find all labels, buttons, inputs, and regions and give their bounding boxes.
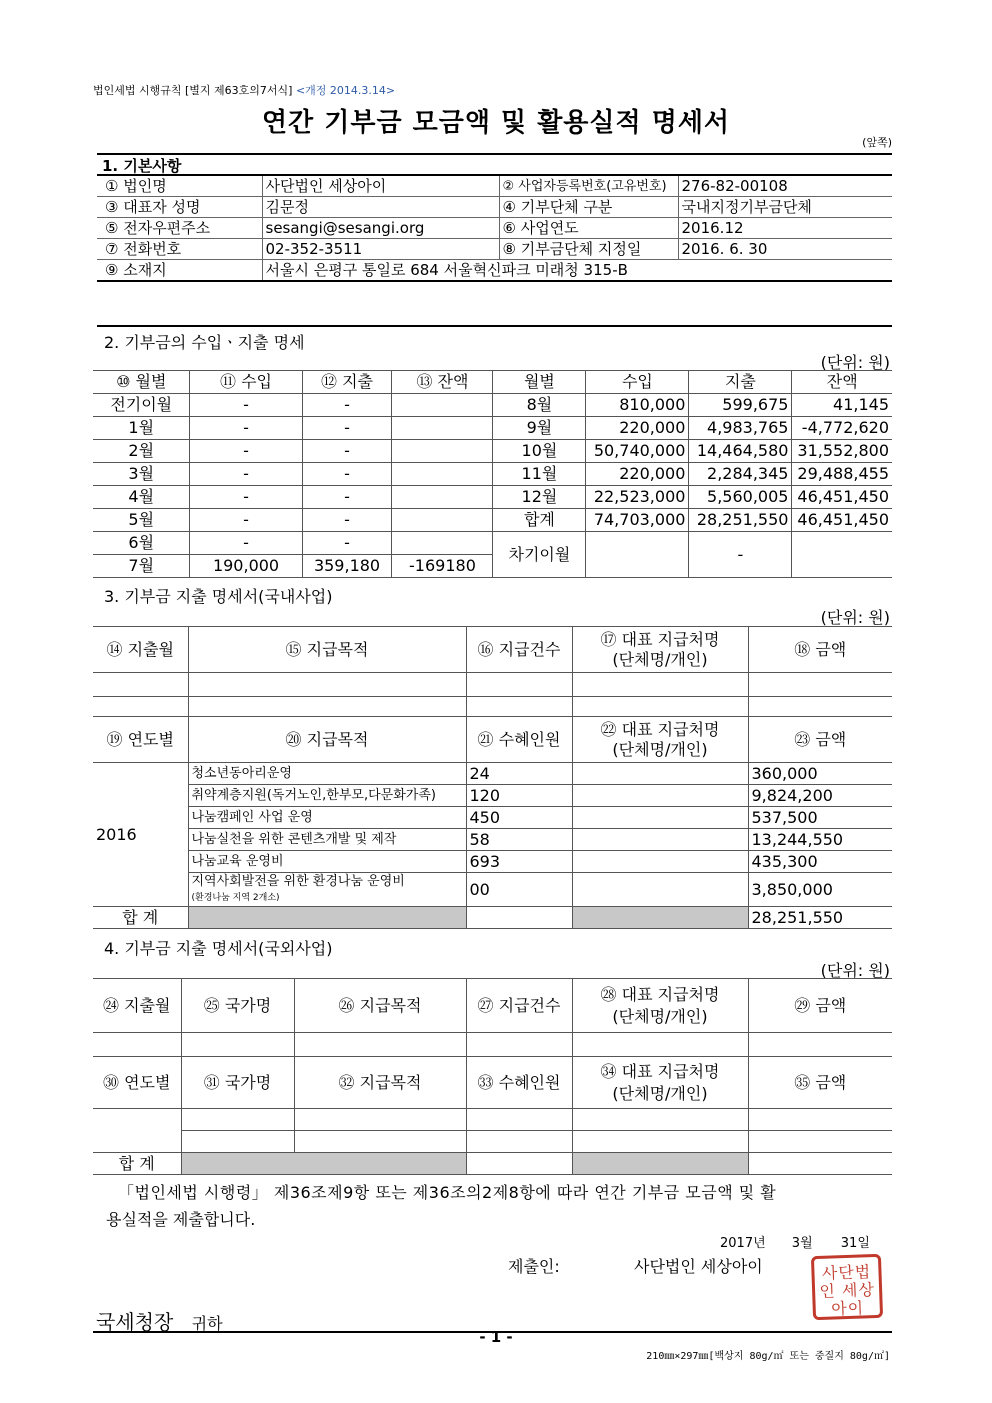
col-recipient: ⑰ 대표 지급처명 (단체명/개인)	[572, 627, 748, 673]
address-value: 서울시 은평구 통일로 684 서울혁신파크 미래청 315-B	[262, 260, 892, 282]
total-label: 합 계	[93, 907, 188, 929]
overseas-header-2	[93, 1057, 892, 1109]
total-gray-cell	[572, 907, 748, 929]
total-label-cell: 합계	[493, 509, 586, 532]
col-month: ⑩ 월별	[93, 371, 190, 394]
email-label: ⑤ 전자우편주소	[97, 218, 262, 239]
total-gray-cell	[188, 907, 466, 929]
submitter-name: 사단법인 세상아이	[634, 1257, 763, 1276]
amount-cell: 9,824,200	[748, 785, 892, 807]
side-label: (앞쪽)	[862, 136, 892, 149]
total-gray-cell	[572, 1153, 748, 1175]
col-balance: ⑬ 잔액	[392, 371, 493, 394]
col-amount: ⑱ 금액	[748, 627, 892, 673]
col-count: ⑯ 지급건수	[466, 627, 572, 673]
designation-date-label: ⑧ 기부금단체 지정일	[499, 239, 678, 260]
corp-name-label: ① 법인명	[97, 175, 262, 197]
month-cell: 전기이월	[93, 394, 190, 417]
purpose-cell: 나눔캠페인 사업 운영	[188, 807, 466, 829]
biz-no-value: 276-82-00108	[678, 175, 892, 197]
expense-cell: 14,464,580	[689, 440, 792, 463]
col-purpose: ⑮ 지급목적	[188, 627, 466, 673]
col-count: ㉗ 지급건수	[466, 979, 572, 1033]
balance-cell: 41,145	[792, 394, 892, 417]
expense-cell: 2,284,345	[689, 463, 792, 486]
month-cell: 1월	[93, 417, 190, 440]
total-count-cell	[466, 1153, 572, 1175]
table-row	[93, 463, 892, 486]
purpose-cell: 취약계층지원(독거노인,한부모,다문화가족)	[188, 785, 466, 807]
table-row	[93, 763, 892, 785]
statement-line-2: 용실적을 제출합니다.	[106, 1210, 256, 1229]
recipient-cell	[572, 763, 748, 785]
carry-over-balance	[792, 532, 892, 578]
expense-cell: -	[302, 417, 392, 440]
count-cell: 450	[466, 807, 572, 829]
recipient-cell	[572, 807, 748, 829]
table-row	[93, 807, 892, 829]
designation-date-value: 2016. 6. 30	[678, 239, 892, 260]
table-row	[93, 697, 892, 717]
submit-date	[720, 1232, 870, 1251]
amount-cell: 3,850,000	[748, 873, 892, 907]
section1-title: 1. 기본사항	[102, 157, 182, 175]
month-cell: 10월	[493, 440, 586, 463]
col-balance-2: 잔액	[792, 371, 892, 394]
fiscal-year-label: ⑥ 사업연도	[499, 218, 678, 239]
col-beneficiaries: ㉑ 수혜인원	[466, 717, 572, 763]
col-country-2: ㉛ 국가명	[181, 1057, 294, 1109]
expense-cell: -	[302, 486, 392, 509]
purpose-cell: 지역사회발전을 위한 환경나눔 운영비 (환경나눔 지역 2개소)	[188, 873, 466, 907]
col-amount: ㉙ 금액	[748, 979, 892, 1033]
col-beneficiaries: ㉝ 수혜인원	[466, 1057, 572, 1109]
month-cell: 11월	[493, 463, 586, 486]
domestic-header-2	[93, 717, 892, 763]
carry-over-label: 차기이월	[493, 532, 586, 578]
overseas-expense-table	[93, 978, 892, 1175]
count-cell: 58	[466, 829, 572, 851]
seal-stamp: 사단법인 세상아이	[811, 1254, 883, 1320]
expense-total-cell: 28,251,550	[689, 509, 792, 532]
table-row	[93, 509, 892, 532]
balance-cell: -169180	[392, 555, 493, 578]
balance-cell: 29,488,455	[792, 463, 892, 486]
law-reference	[93, 82, 395, 98]
month-cell: 2월	[93, 440, 190, 463]
income-expense-table	[93, 370, 892, 578]
month-cell: 7월	[93, 555, 190, 578]
month-cell: 5월	[93, 509, 190, 532]
domestic-expense-table	[93, 626, 892, 929]
expense-cell: 4,983,765	[689, 417, 792, 440]
page-title: 연간 기부금 모금액 및 활용실적 명세서	[261, 108, 731, 138]
date-year: 2017년	[720, 1236, 766, 1251]
balance-total-cell: 46,451,450	[792, 509, 892, 532]
total-count-cell	[466, 907, 572, 929]
phone-label: ⑦ 전화번호	[97, 239, 262, 260]
carry-over-value: -	[689, 532, 792, 578]
income-cell: 220,000	[586, 417, 689, 440]
table-row	[93, 1109, 892, 1131]
section3-unit: (단위: 원)	[820, 608, 890, 627]
fiscal-year-value: 2016.12	[678, 218, 892, 239]
col-spend-month: ⑭ 지출월	[93, 627, 188, 673]
month-cell: 4월	[93, 486, 190, 509]
table-row	[93, 673, 892, 697]
revision-text: <개정 2014.3.14>	[295, 84, 396, 97]
income-cell: -	[190, 394, 302, 417]
col-month-2: 월별	[493, 371, 586, 394]
income-cell: -	[190, 486, 302, 509]
recipient-cell	[572, 829, 748, 851]
col-year: ⑲ 연도별	[93, 717, 188, 763]
phone-value: 02-352-3511	[262, 239, 499, 260]
email-value: sesangi@sesangi.org	[262, 218, 499, 239]
income-expense-header	[93, 371, 892, 394]
col-country: ㉕ 국가명	[181, 979, 294, 1033]
col-recipient-2: ㉒ 대표 지급처명 (단체명/개인)	[572, 717, 748, 763]
expense-cell: -	[302, 509, 392, 532]
col-amount-2: ㉟ 금액	[748, 1057, 892, 1109]
purpose-cell: 나눔교육 운영비	[188, 851, 466, 873]
balance-cell	[392, 509, 493, 532]
date-day: 31일	[840, 1236, 870, 1251]
table-row	[93, 851, 892, 873]
income-cell: 810,000	[586, 394, 689, 417]
address-label: ⑨ 소재지	[97, 260, 262, 282]
amount-cell: 435,300	[748, 851, 892, 873]
page-number: - 1 -	[479, 1328, 513, 1346]
balance-cell	[392, 532, 493, 555]
count-cell: 693	[466, 851, 572, 873]
total-gray-cell	[181, 1153, 466, 1175]
income-cell: -	[190, 417, 302, 440]
amount-cell: 360,000	[748, 763, 892, 785]
statement-line-1: 「법인세법 시행령」 제36조제9항 또는 제36조의2제8항에 따라 연간 기부금 모금액 및 활	[118, 1183, 777, 1202]
income-cell: -	[190, 463, 302, 486]
month-cell: 8월	[493, 394, 586, 417]
expense-cell: -	[302, 440, 392, 463]
balance-cell	[392, 486, 493, 509]
year-cell: 2016	[93, 763, 188, 907]
col-expense-2: 지출	[689, 371, 792, 394]
table-row	[93, 440, 892, 463]
total-label: 합 계	[93, 1153, 181, 1175]
month-cell: 9월	[493, 417, 586, 440]
carry-over-income	[586, 532, 689, 578]
total-amount	[748, 1153, 892, 1175]
overseas-total-row	[93, 1153, 892, 1175]
domestic-total-row	[93, 907, 892, 929]
recipient-name: 국세청장	[96, 1310, 174, 1334]
balance-cell	[392, 463, 493, 486]
col-expense: ⑫ 지출	[302, 371, 392, 394]
col-purpose-2: ⑳ 지급목적	[188, 717, 466, 763]
section4-unit: (단위: 원)	[820, 961, 890, 980]
count-cell: 120	[466, 785, 572, 807]
income-cell: 190,000	[190, 555, 302, 578]
income-cell: 50,740,000	[586, 440, 689, 463]
overseas-header-1	[93, 979, 892, 1033]
table-row	[93, 532, 892, 555]
col-year: ㉚ 연도별	[93, 1057, 181, 1109]
balance-cell	[392, 394, 493, 417]
date-month: 3월	[791, 1236, 813, 1251]
income-cell: -	[190, 509, 302, 532]
count-cell: 00	[466, 873, 572, 907]
table-row	[93, 486, 892, 509]
table-row	[93, 873, 892, 907]
col-purpose-2: ㉜ 지급목적	[294, 1057, 466, 1109]
expense-cell: 599,675	[689, 394, 792, 417]
purpose-cell: 나눔실천을 위한 콘텐츠개발 및 제작	[188, 829, 466, 851]
section4-title: 4. 기부금 지출 명세서(국외사업)	[104, 939, 333, 958]
total-amount: 28,251,550	[748, 907, 892, 929]
expense-cell: 5,560,005	[689, 486, 792, 509]
income-cell: -	[190, 532, 302, 555]
expense-cell: -	[302, 463, 392, 486]
section3-title: 3. 기부금 지출 명세서(국내사업)	[104, 587, 333, 606]
amount-cell: 13,244,550	[748, 829, 892, 851]
expense-cell: -	[302, 394, 392, 417]
recipient-cell	[572, 785, 748, 807]
domestic-header-1	[93, 627, 892, 673]
col-spend-month: ㉔ 지출월	[93, 979, 181, 1033]
recipient-suffix: 귀하	[191, 1314, 223, 1333]
org-type-value: 국내지정기부금단체	[678, 197, 892, 218]
income-cell: 22,523,000	[586, 486, 689, 509]
balance-cell: 31,552,800	[792, 440, 892, 463]
table-row	[93, 394, 892, 417]
col-income-2: 수입	[586, 371, 689, 394]
ceo-label: ③ 대표자 성명	[97, 197, 262, 218]
table-row	[93, 829, 892, 851]
balance-cell	[392, 440, 493, 463]
table-row	[93, 1033, 892, 1057]
col-recipient: ㉘ 대표 지급처명 (단체명/개인)	[572, 979, 748, 1033]
table-row	[93, 1131, 892, 1153]
balance-cell: -4,772,620	[792, 417, 892, 440]
col-amount-2: ㉓ 금액	[748, 717, 892, 763]
income-total-cell: 74,703,000	[586, 509, 689, 532]
org-type-label: ④ 기부단체 구분	[499, 197, 678, 218]
table-row	[93, 785, 892, 807]
biz-no-label: ② 사업자등록번호(고유번호)	[499, 175, 678, 197]
income-cell: -	[190, 440, 302, 463]
col-recipient-2: ㉞ 대표 지급처명 (단체명/개인)	[572, 1057, 748, 1109]
corp-name-value: 사단법인 세상아이	[262, 175, 499, 197]
balance-cell	[392, 417, 493, 440]
section2-title: 2. 기부금의 수입ㆍ지출 명세	[104, 333, 305, 352]
income-cell: 220,000	[586, 463, 689, 486]
basic-info-table	[97, 174, 892, 282]
ceo-value: 김문정	[262, 197, 499, 218]
month-cell: 3월	[93, 463, 190, 486]
submitter-label: 제출인:	[508, 1257, 560, 1276]
expense-cell: -	[302, 532, 392, 555]
amount-cell: 537,500	[748, 807, 892, 829]
paper-spec: 210㎜×297㎜[백상지 80g/㎡ 또는 중질지 80g/㎡]	[646, 1351, 890, 1362]
month-cell: 6월	[93, 532, 190, 555]
expense-cell: 359,180	[302, 555, 392, 578]
law-ref-text: 법인세법 시행규칙 [별지 제63호의7서식]	[93, 84, 293, 97]
recipient-cell	[572, 851, 748, 873]
count-cell: 24	[466, 763, 572, 785]
col-income: ⑪ 수입	[190, 371, 302, 394]
month-cell: 12월	[493, 486, 586, 509]
table-row	[93, 417, 892, 440]
section2-unit: (단위: 원)	[820, 353, 890, 372]
col-purpose: ㉖ 지급목적	[294, 979, 466, 1033]
balance-cell: 46,451,450	[792, 486, 892, 509]
recipient-cell	[572, 873, 748, 907]
purpose-cell: 청소년동아리운영	[188, 763, 466, 785]
